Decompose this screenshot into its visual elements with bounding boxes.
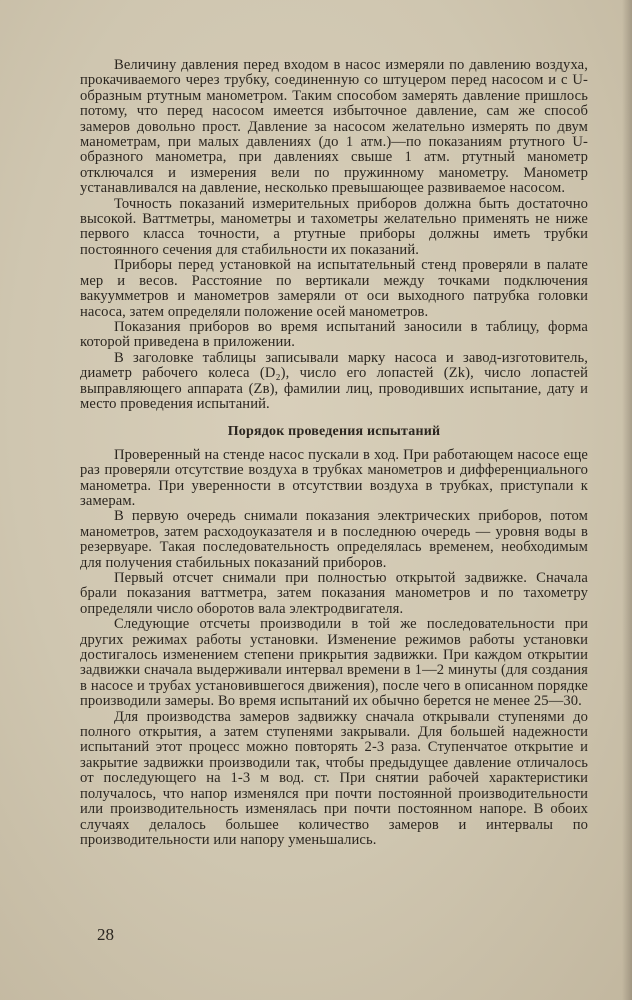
body-text [80, 58, 588, 848]
paragraph-reading-order: В первую очередь снимали показания электрических приборов, потом манометров, затем расходоуказателя и в последнюю очередь — уровня воды в резервуаре. Такая последовательность определялась временем, необходимым для получения стабильных показаний приборов. [80, 508, 588, 571]
paragraph-pump-start: Проверенный на стенде насос пускали в ход. При работающем насосе еще раз проверяли отсутствие воздуха в трубках манометров и дифференциального манометра. При уверенности в отсутствии воздуха в трубках, приступали к замерам. [80, 446, 588, 509]
paragraph-pressure-measurement: Величину давления перед входом в насос измеряли по давлению воздуха, прокачиваемого через трубку, соединенную со штуцером перед насосом и с U-образным ртутным манометром. Таким способом замерять давление пришлось потому, что перед насосом имеется избыточное давление, сам же способ замеров довольно прост. Давление за насосом желательно измерять по двум манометрам, при малых давлениях (до 1 атм.)—по показаниям ртутного U-образного манометра, при давлениях свыше 1 атм. ртутный манометр отключался и измерения вели по пружинному манометру. Манометр устанавливался на давление, несколько превышающее развиваемое насосом. [80, 57, 588, 197]
paragraph-following-readings: Следующие отсчеты производили в той же последовательности при других режимах работы установки. Изменение режимов работы установки достигалось изменением степени прикрытия задвижки. При каждом открытии задвижки сначала выдерживали интервал времени в 1—2 минуты (для создания в насосе и трубах установившегося движения), после чего в описанном порядке производили замеры. Во время испытаний их обычно берется не менее 25—30. [80, 616, 588, 710]
paragraph-valve-procedure: Для производства замеров задвижку сначала открывали ступенями до полного открытия, а затем ступенями закрывали. Для большей надежности испытаний этот процесс можно повторять 2-3 раза. Ступенчатое открытие и закрытие задвижки производили так, чтобы предыдущее давление отличалось от последующего на 1-3 м вод. ст. При снятии рабочей характеристики получалось, что напор изменялся при почти постоянной производительности или производительность изменялась при почти постоянном напоре. В обоих случаях делалось большее количество замеров и интервалы по производительности или напору уменьшались. [80, 708, 588, 848]
paragraph-instrument-calibration: Приборы перед установкой на испытательный стенд проверяли в палате мер и весов. Расстояние по вертикали между точками подключения вакуумметров и манометров замеряли от оси выходного патрубка головки насоса, затем определяли положение осей манометров. [80, 257, 588, 320]
paragraph-instrument-accuracy: Точность показаний измерительных приборов должна быть достаточно высокой. Ваттметры, манометры и тахометры желательно применять не ниже первого класса точности, а ртутные приборы должны иметь трубки постоянного сечения для стабильности их показаний. [80, 195, 588, 258]
paragraph-table-header: В заголовке таблицы записывали марку насоса и завод-изготовитель, диаметр рабочего колеса (D₂), число его лопастей (Zk), число лопастей выправляющего аппарата (Zв), фамилии лиц, проводивших испытание, дату и место проведения испытаний. [80, 349, 588, 412]
section-heading: Порядок проведения испытаний [227, 424, 441, 440]
paragraph-first-reading: Первый отсчет снимали при полностью открытой задвижке. Сначала брали показания ваттметра, затем показания манометров и по тахометру определяли число оборотов вала электродвигателя. [80, 570, 588, 617]
page-number: 28 [97, 925, 114, 944]
paragraph-readings-table: Показания приборов во время испытаний заносили в таблицу, форма которой приведена в приложении. [80, 318, 588, 351]
